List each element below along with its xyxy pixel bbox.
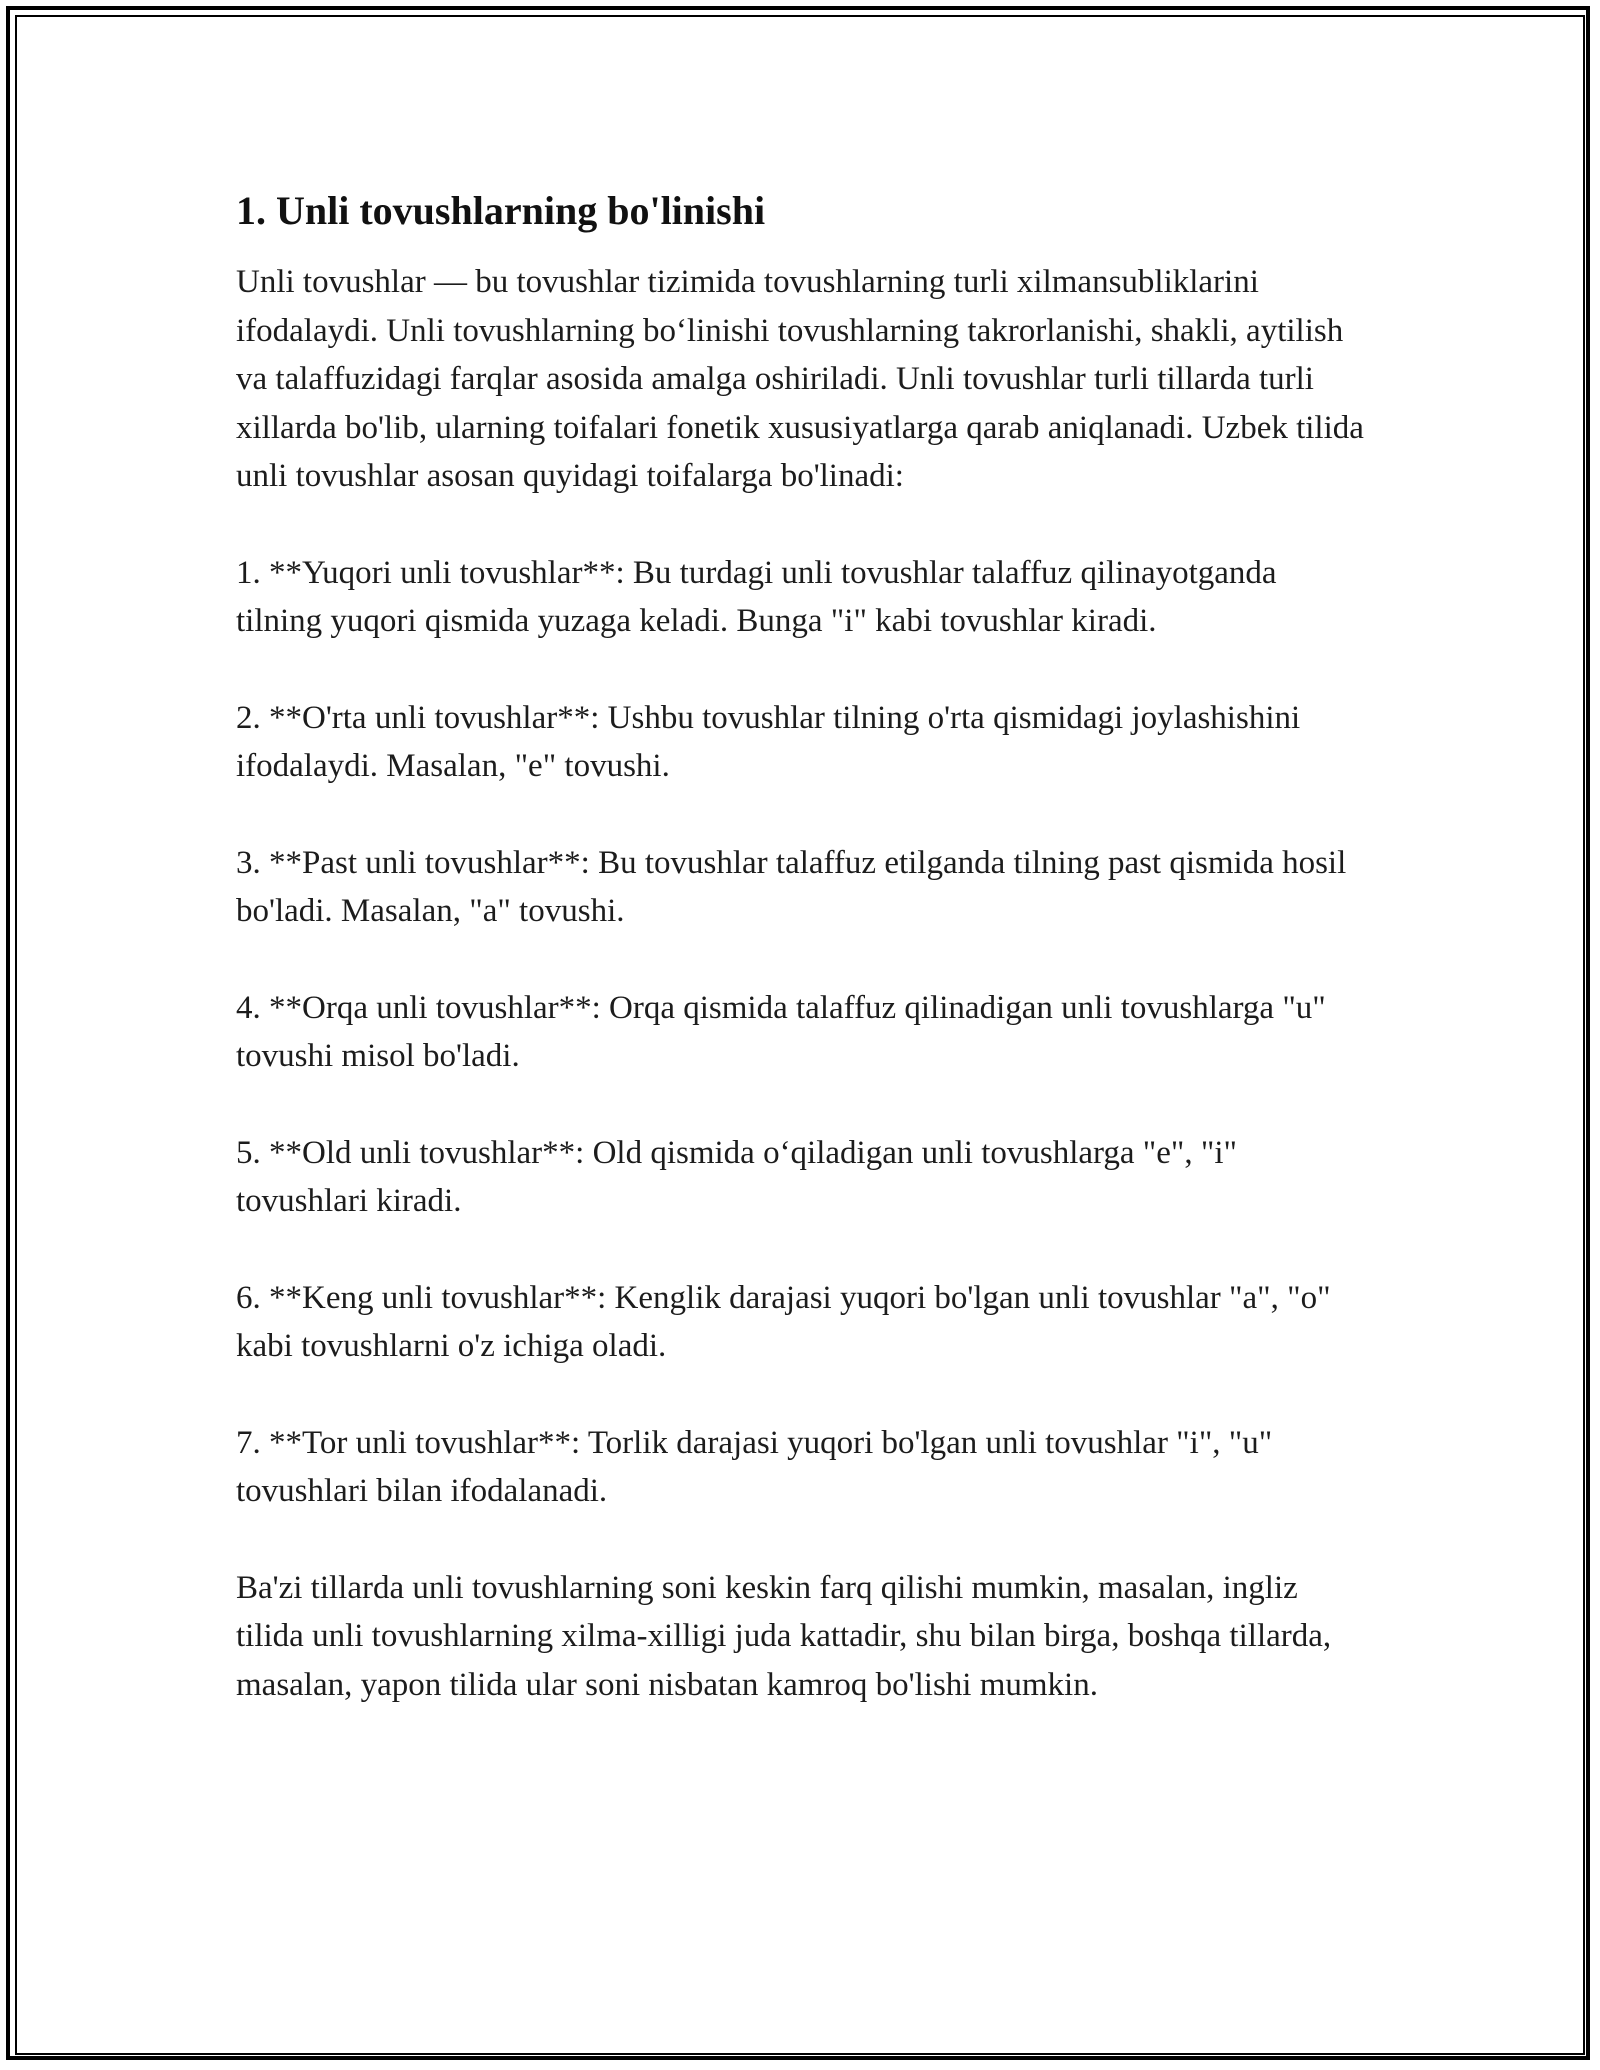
list-item-3: 3. **Past unli tovushlar**: Bu tovushlar talaffuz etilganda tilning past qismida hosil bo'ladi. Masalan, "a" tovushi. [236,844,1347,929]
list-item-6: 6. **Keng unli tovushlar**: Kenglik darajasi yuqori bo'lgan unli tovushlar "a", "o" kabi tovushlarni o'z ichiga oladi. [236,1279,1331,1364]
list-item-4: 4. **Orqa unli tovushlar**: Orqa qismida talaffuz qilinadigan unli tovushlarga "u" tovushi misol bo'ladi. [236,989,1326,1074]
intro-paragraph: Unli tovushlar — bu tovushlar tizimida tovushlarning turli xilmansubliklarini ifodalaydi. Unli tovushlarning bo‘linishi tovushlarning takrorlanishi, shakli, aytilish va talaffuzidagi farqlar asosida amalga oshiriladi. Unli tovushlar turli tillarda turli xillarda bo'lib, ularning toifalari fonetik xususiyatlarga qarab aniqlanadi. Uzbek tilida unli tovushlar asosan quyidagi toifalarga bo'linadi: [236,264,1364,494]
list-item-1: 1. **Yuqori unli tovushlar**: Bu turdagi unli tovushlar talaffuz qilinayotganda tilning yuqori qismida yuzaga keladi. Bunga "i" kabi tovushlar kiradi. [236,554,1277,639]
list-item-5: 5. **Old unli tovushlar**: Old qismida o‘qiladigan unli tovushlarga "e", "i" tovushlari kiradi. [236,1134,1238,1219]
closing-paragraph: Ba'zi tillarda unli tovushlarning soni keskin farq qilishi mumkin, masalan, ingliz tilida unli tovushlarning xilma-xilligi juda kattadir, shu bilan birga, boshqa tillarda, masalan, yapon tilida ular soni nisbatan kamroq bo'lishi mumkin. [236,1569,1332,1703]
list-item-7: 7. **Tor unli tovushlar**: Torlik darajasi yuqori bo'lgan unli tovushlar "i", "u" tovushlari bilan ifodalanadi. [236,1424,1273,1509]
list-item-2: 2. **O'rta unli tovushlar**: Ushbu tovushlar tilning o'rta qismidagi joylashishini ifodalaydi. Masalan, "e" tovushi. [236,699,1301,784]
document-body [236,186,1366,1757]
section-heading: 1. Unli tovushlarning bo'linishi [236,188,766,233]
